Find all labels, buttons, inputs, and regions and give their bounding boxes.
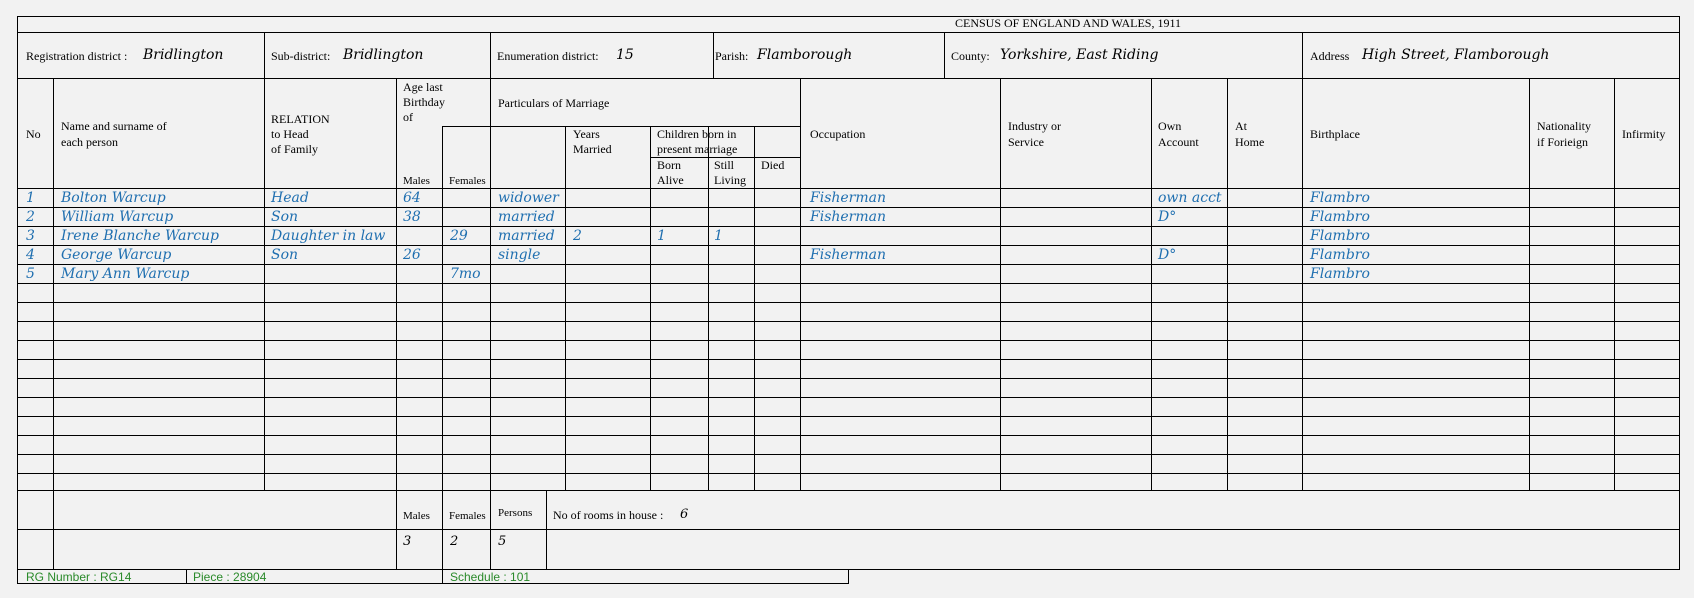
grid-line (1302, 78, 1303, 491)
grid-line (17, 78, 1680, 79)
row-marital-status: widower (498, 190, 559, 206)
col-infirmity: Infirmity (1622, 127, 1666, 141)
grid-line (17, 340, 1680, 341)
enumeration-district-value: 15 (616, 47, 634, 63)
row-own-account: own acct (1158, 190, 1222, 206)
row-name: Mary Ann Warcup (61, 266, 190, 282)
grid-line (396, 78, 397, 491)
col-females: Females (449, 175, 486, 187)
grid-line (17, 454, 1680, 455)
grid-line (1679, 16, 1680, 570)
row-relation: Daughter in law (271, 228, 386, 244)
grid-line (186, 569, 187, 584)
grid-line (17, 569, 849, 570)
row-marital-status: married (498, 228, 555, 244)
row-birthplace: Flambro (1310, 209, 1370, 225)
col-still-line1: Still (714, 158, 735, 172)
row-birthplace: Flambro (1310, 190, 1370, 206)
grid-line (848, 569, 849, 584)
grid-line (17, 473, 1680, 474)
row-relation: Head (271, 190, 309, 206)
col-males: Males (403, 175, 430, 187)
col-industry-line2: Service (1008, 135, 1044, 149)
row-relation: Son (271, 209, 299, 225)
grid-line (264, 32, 265, 79)
address-value: High Street, Flamborough (1362, 47, 1550, 63)
enumeration-district-label: Enumeration district: (497, 49, 599, 63)
col-nationality-line1: Nationality (1537, 119, 1591, 133)
col-nationality-line2: if Forieign (1537, 135, 1588, 149)
col-name-line1: Name and surname of (61, 119, 167, 133)
sub-district-label: Sub-district: (271, 49, 331, 63)
grid-line (17, 359, 1680, 360)
grid-line (17, 397, 1680, 398)
col-relation-line2: to Head (271, 127, 309, 141)
row-birthplace: Flambro (1310, 228, 1370, 244)
grid-line (490, 32, 491, 79)
grid-line (1151, 78, 1152, 491)
col-no: No (26, 127, 41, 141)
parish-value: Flamborough (757, 47, 853, 63)
row-age-male: 64 (403, 190, 421, 206)
row-no: 1 (26, 190, 35, 206)
grid-line (17, 569, 18, 584)
col-died: Died (761, 158, 785, 172)
grid-line (17, 321, 1680, 322)
col-age-line2: Birthday (403, 95, 445, 109)
row-name: William Warcup (61, 209, 174, 225)
row-years-married: 2 (573, 228, 582, 244)
grid-line (442, 126, 801, 127)
grid-line (17, 32, 1680, 33)
col-name-line2: each person (61, 135, 118, 149)
row-birthplace: Flambro (1310, 266, 1370, 282)
grid-line (17, 16, 1680, 17)
row-name: George Warcup (61, 247, 172, 263)
row-no: 4 (26, 247, 35, 263)
row-name: Irene Blanche Warcup (61, 228, 220, 244)
totals-persons-value: 5 (498, 534, 507, 549)
grid-line (1227, 78, 1228, 491)
grid-line (1529, 78, 1530, 491)
grid-line (396, 490, 397, 570)
grid-line (17, 583, 849, 584)
row-own-account: D° (1158, 209, 1177, 225)
row-age-female: 7mo (450, 266, 481, 282)
col-still-line2: Living (714, 173, 746, 187)
row-marital-status: married (498, 209, 555, 225)
grid-line (442, 569, 443, 584)
col-born-line2: Alive (657, 173, 684, 187)
row-age-male: 38 (403, 209, 421, 225)
grid-line (17, 302, 1680, 303)
row-occupation: Fisherman (810, 209, 887, 225)
registration-district-value: Bridlington (143, 47, 224, 63)
row-occupation: Fisherman (810, 247, 887, 263)
grid-line (17, 378, 1680, 379)
col-home-line1: At (1235, 119, 1247, 133)
grid-line (17, 529, 1680, 530)
col-home-line2: Home (1235, 135, 1265, 149)
grid-line (754, 126, 755, 491)
col-years-line1: Years (573, 127, 600, 141)
parish-label: Parish: (715, 49, 749, 63)
grid-line (713, 32, 714, 79)
grid-line (944, 32, 945, 79)
col-years-line2: Married (573, 142, 612, 156)
col-children-line1: Children born in (657, 127, 737, 141)
row-age-male: 26 (403, 247, 421, 263)
grid-line (17, 283, 1680, 284)
totals-females-label: Females (449, 510, 486, 522)
row-age-female: 29 (450, 228, 468, 244)
sub-district-value: Bridlington (343, 47, 424, 63)
row-no: 2 (26, 209, 35, 225)
rg-number: RG Number : RG14 (26, 570, 132, 584)
row-no: 5 (26, 266, 35, 282)
grid-line (1000, 78, 1001, 491)
address-label: Address (1310, 49, 1350, 63)
grid-line (53, 490, 54, 570)
row-relation: Son (271, 247, 299, 263)
row-birthplace: Flambro (1310, 247, 1370, 263)
grid-line (17, 264, 1680, 265)
census-title: CENSUS OF ENGLAND AND WALES, 1911 (955, 16, 1182, 30)
row-occupation: Fisherman (810, 190, 887, 206)
grid-line (264, 78, 265, 491)
row-name: Bolton Warcup (61, 190, 166, 206)
col-relation-line3: of Family (271, 142, 318, 156)
col-own-line2: Account (1158, 135, 1199, 149)
grid-line (490, 490, 491, 570)
row-own-account: D° (1158, 247, 1177, 263)
col-occupation: Occupation (810, 127, 866, 141)
grid-line (442, 490, 443, 570)
grid-line (490, 78, 491, 491)
row-marital-status: single (498, 247, 541, 263)
grid-line (17, 226, 1680, 227)
col-industry-line1: Industry or (1008, 119, 1061, 133)
row-no: 3 (26, 228, 35, 244)
county-label: County: (951, 49, 990, 63)
grid-line (565, 126, 566, 491)
grid-line (546, 490, 547, 570)
rooms-value: 6 (680, 507, 689, 522)
piece-number: Piece : 28904 (193, 570, 267, 584)
grid-line (800, 78, 801, 491)
registration-district-label: Registration district : (26, 49, 128, 63)
totals-males-label: Males (403, 510, 430, 522)
grid-line (1614, 78, 1615, 491)
rooms-label: No of rooms in house : (553, 508, 664, 522)
col-born-line1: Born (657, 158, 681, 172)
row-children-born: 1 (657, 228, 666, 244)
col-own-line1: Own (1158, 119, 1182, 133)
col-marriage: Particulars of Marriage (498, 96, 610, 110)
col-birthplace: Birthplace (1310, 127, 1360, 141)
col-age-line1: Age last (403, 80, 443, 94)
grid-line (708, 126, 709, 491)
grid-line (17, 490, 1680, 491)
grid-line (17, 16, 18, 570)
schedule-number: Schedule : 101 (450, 570, 531, 584)
totals-females-value: 2 (450, 534, 459, 549)
col-children-line2: present marriage (657, 142, 738, 156)
totals-persons-label: Persons (498, 507, 533, 519)
col-age-line3: of (403, 110, 413, 124)
row-children-living: 1 (714, 228, 723, 244)
county-value: Yorkshire, East Riding (1000, 47, 1159, 63)
grid-line (650, 126, 651, 491)
grid-line (53, 78, 54, 491)
grid-line (1302, 32, 1303, 79)
grid-line (17, 435, 1680, 436)
grid-line (442, 126, 443, 491)
grid-line (17, 416, 1680, 417)
col-relation-line1: RELATION (271, 112, 330, 126)
totals-males-value: 3 (403, 534, 412, 549)
